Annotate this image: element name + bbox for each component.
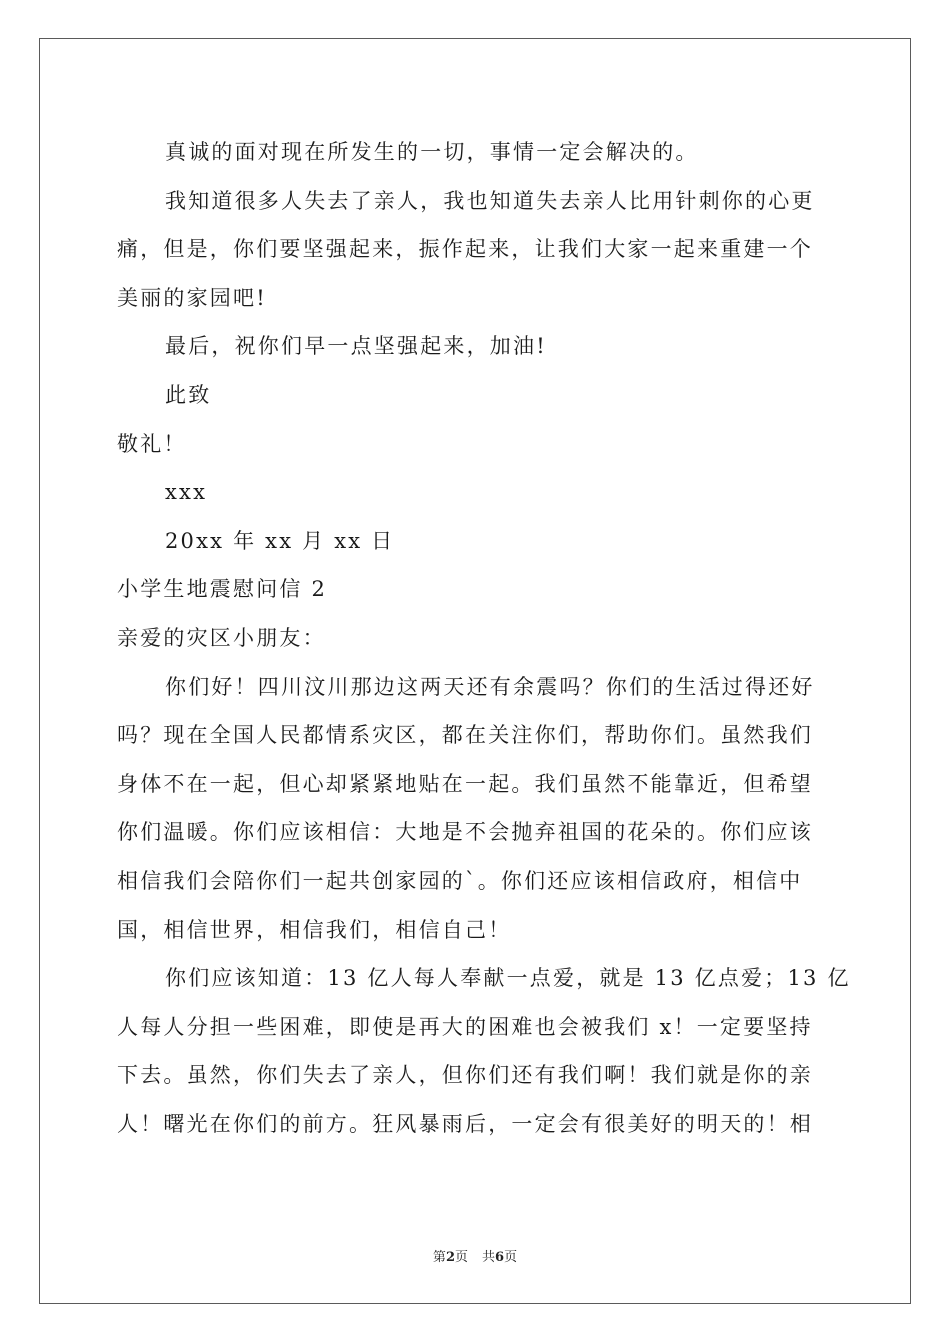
paragraph-line: 痛，但是，你们要坚强起来，振作起来，让我们大家一起来重建一个 xyxy=(117,237,813,262)
paragraph-line: 人每人分担一些困难，即使是再大的困难也会被我们 x！一定要坚持 xyxy=(117,1014,813,1039)
paragraph-line: 吗？现在全国人民都情系灾区，都在关注你们，帮助你们。虽然我们 xyxy=(117,723,813,748)
closing-salutation: 此致 xyxy=(165,382,212,407)
paragraph-line: 你们好！四川汶川那边这两天还有余震吗？你们的生活过得还好 xyxy=(165,674,815,699)
section-title: 小学生地震慰问信 2 xyxy=(117,577,328,602)
page-prefix: 第 xyxy=(432,1250,446,1265)
paragraph-line: 下去。虽然，你们失去了亲人，但你们还有我们啊！我们就是你的亲 xyxy=(117,1063,813,1088)
greeting: 亲爱的灾区小朋友： xyxy=(117,625,326,650)
total-suffix: 页 xyxy=(504,1250,518,1265)
paragraph-line: 你们温暖。你们应该相信：大地是不会抛弃祖国的花朵的。你们应该 xyxy=(117,820,813,845)
document-body xyxy=(117,128,851,1148)
paragraph-line: 我知道很多人失去了亲人，我也知道失去亲人比用针刺你的心更 xyxy=(165,188,815,213)
paragraph-line: 相信我们会陪你们一起共创家园的`。你们还应该相信政府，相信中 xyxy=(117,868,803,893)
page-suffix: 页 xyxy=(454,1250,468,1265)
paragraph-line: 国，相信世界，相信我们，相信自己！ xyxy=(117,917,512,942)
paragraph-line: 人！曙光在你们的前方。狂风暴雨后，一定会有很美好的明天的！相 xyxy=(117,1111,813,1136)
page-number: 2 xyxy=(445,1250,455,1265)
paragraph-line: 美丽的家园吧! xyxy=(117,285,267,310)
paragraph-line: 你们应该知道：13 亿人每人奉献一点爱，就是 13 亿点爱；13 亿 xyxy=(165,966,851,991)
closing-regards: 敬礼！ xyxy=(117,431,187,456)
signature-name: xxx xyxy=(165,480,208,505)
paragraph-line: 真诚的面对现在所发生的一切，事情一定会解决的。 xyxy=(165,140,699,164)
total-pages: 6 xyxy=(495,1250,505,1265)
paragraph-line: 身体不在一起，但心却紧紧地贴在一起。我们虽然不能靠近，但希望 xyxy=(117,771,813,796)
total-prefix: 共 xyxy=(482,1250,496,1265)
paragraph-line: 最后，祝你们早一点坚强起来，加油! xyxy=(165,334,547,359)
page-footer xyxy=(0,1246,950,1265)
signature-date: 20xx 年 xx 月 xx 日 xyxy=(165,528,395,553)
